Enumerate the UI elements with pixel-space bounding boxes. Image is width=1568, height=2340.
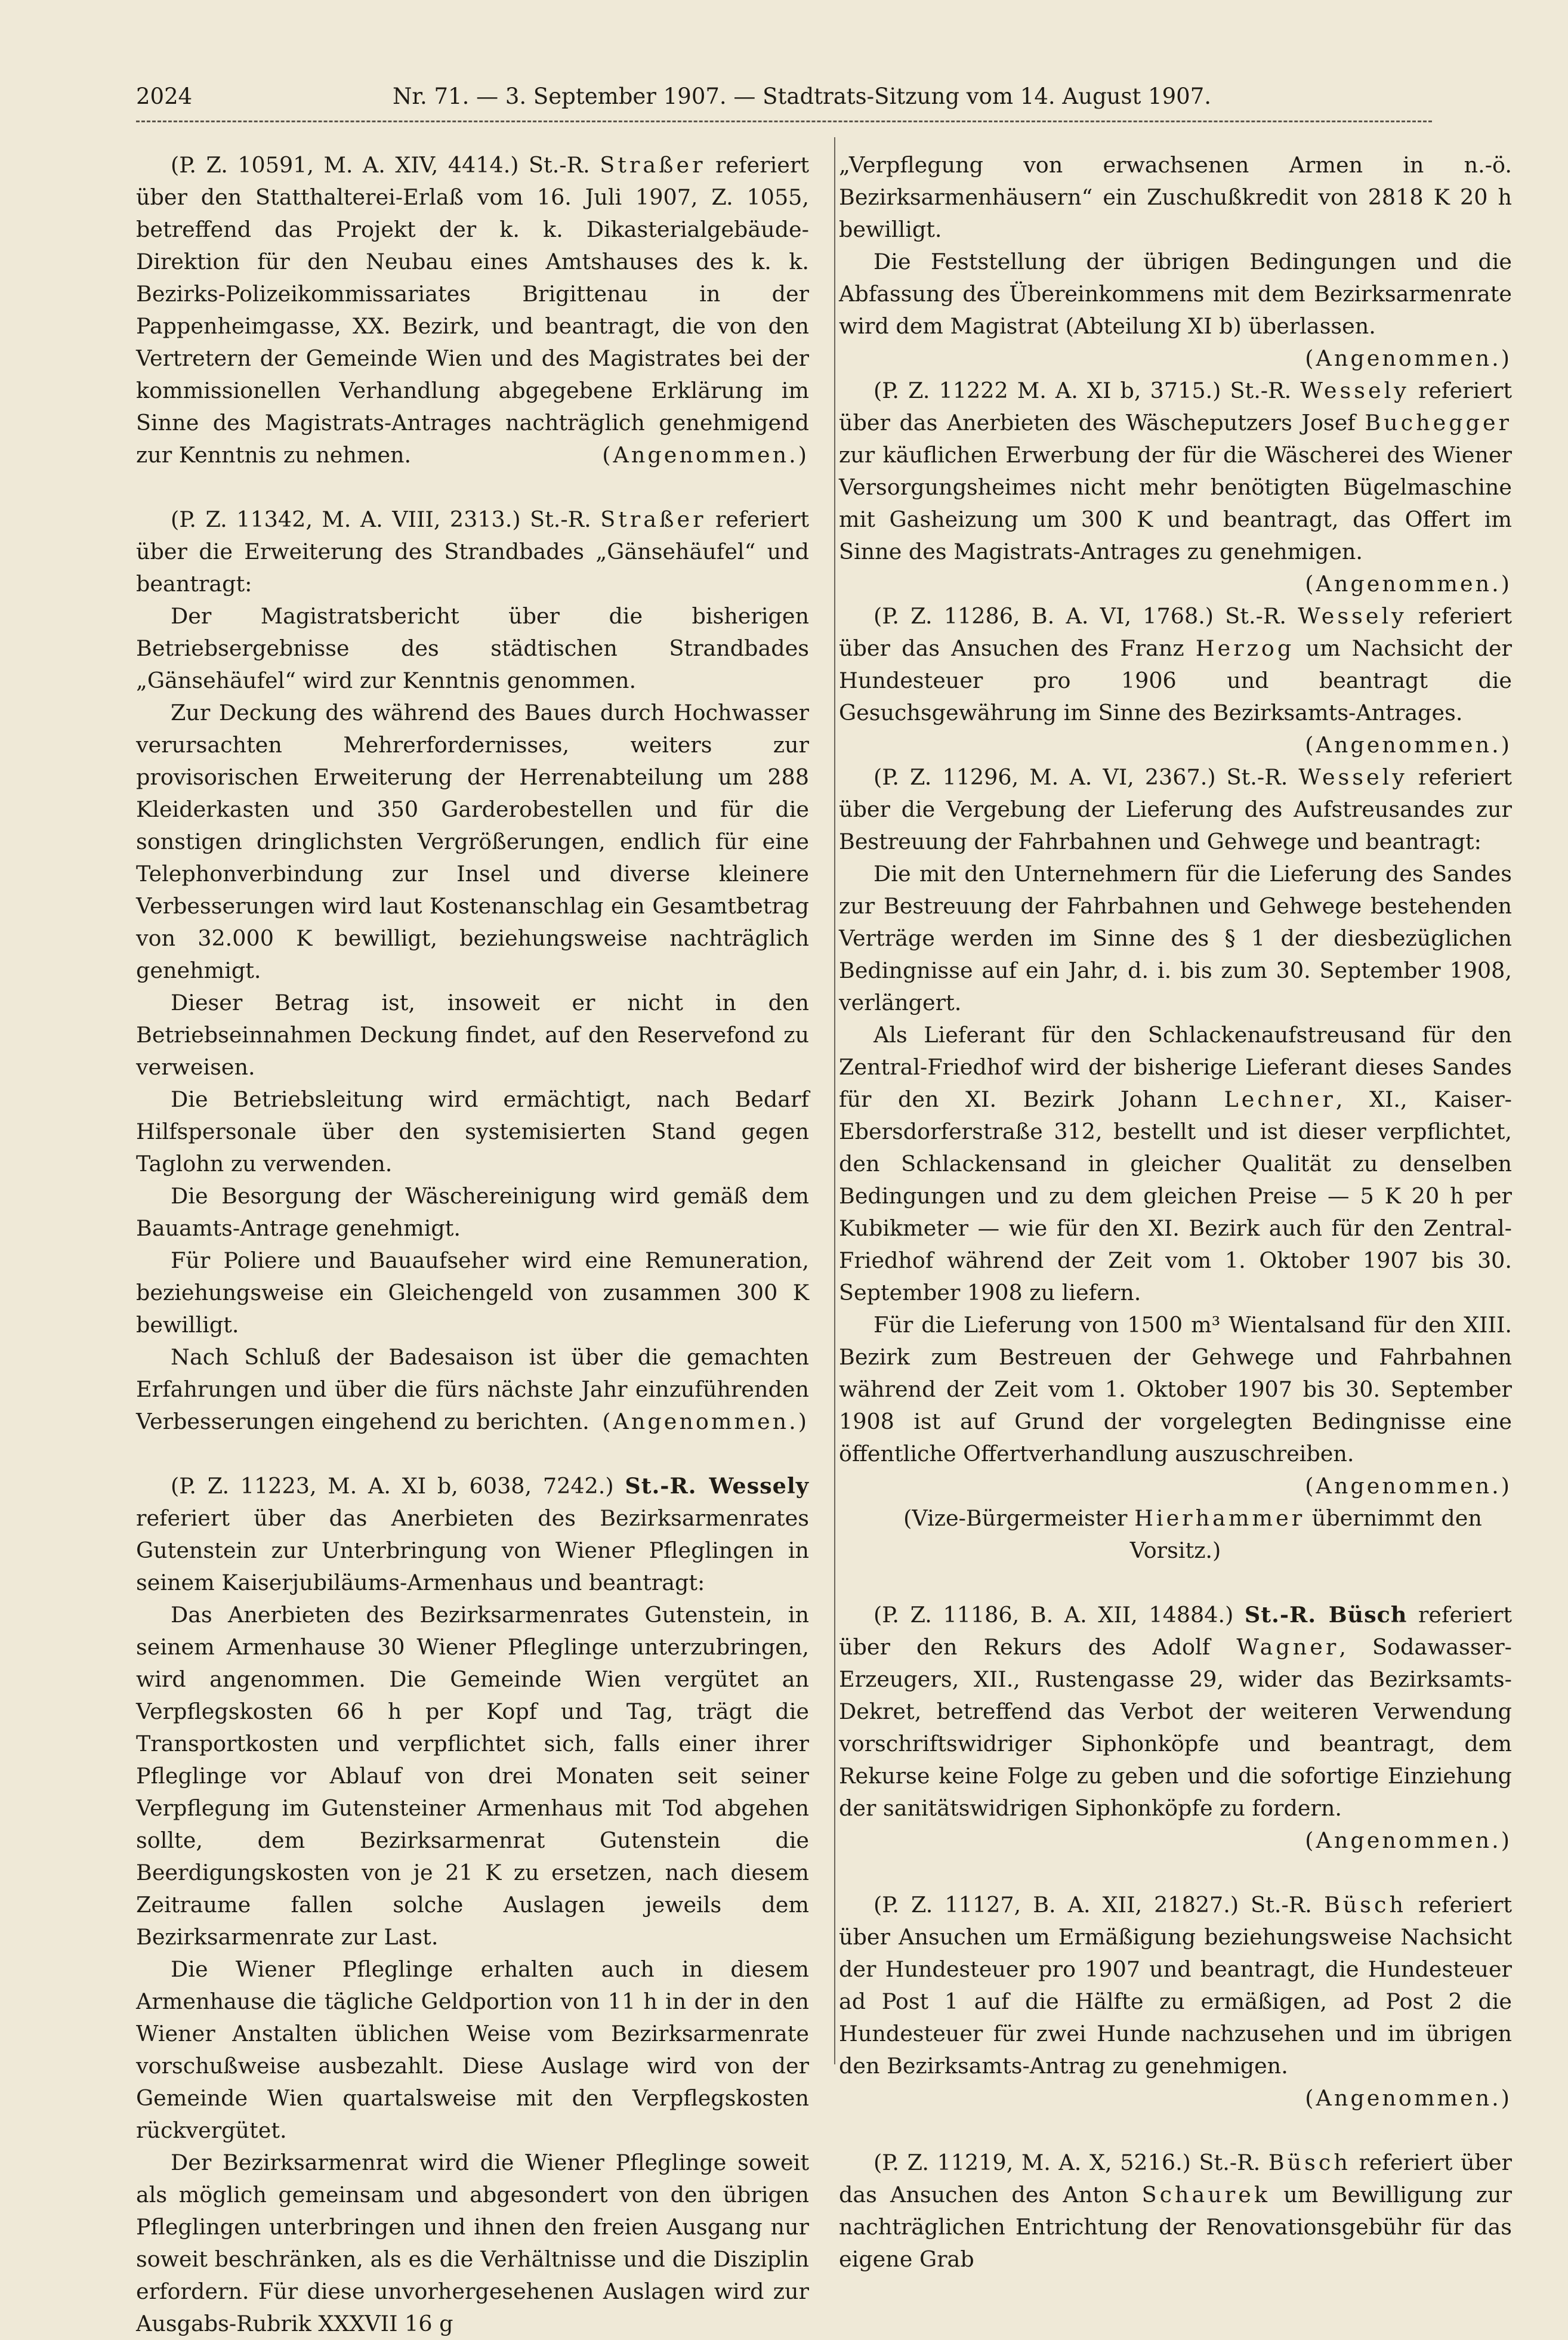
speaker-name: Straßer — [600, 507, 706, 532]
paragraph: Die mit den Unternehmern für die Lieferung des Sandes zur Bestreuung der Fahrbahnen und Gehwege bestehenden Verträge werden im Sinne des § 1 der diesbezüglichen Bedingnisse auf ein Jahr, d. i. bis zum 30. September 1908, verlängert. — [839, 861, 1512, 1015]
paragraph: Für die Lieferung von 1500 m³ Wientalsand für den XIII. Bezirk zum Bestreuen der Gehwege und Fahrbahnen während der Zeit vom 1. Oktober 1907 bis 30. September 1908 ist auf Grund der vorgelegten Bedingnisse eine öffentliche Offertverhandlung auszuschreiben. (Angenommen.) — [839, 1309, 1512, 1470]
paragraph: Die Feststellung der übrigen Bedingungen und die Abfassung des Übereinkommens mit dem Bezirksarmenrate wird dem Magistrat (Abteilung XI b) überlassen. (Angenommen.) — [839, 246, 1512, 342]
item-11127: (P. Z. 11127, B. A. XII, 21827.) St.-R. Büsch referiert über Ansuchen um Ermäßigung beziehungsweise Nachsicht der Hundesteuer pro 1907 und beantragt, die Hundesteuer ad Post 1 auf die Hälfte zu ermäßigen, ad Post 2 die Hundesteuer für zwei Hunde nachzusehen und im übrigen den Bezirksamts-Antrag zu genehmigen. — [839, 1892, 1513, 2079]
speaker-name: Wessely — [1298, 603, 1407, 629]
header-rule — [136, 121, 1432, 122]
spacer — [839, 1857, 1512, 1889]
page-number: 2024 — [136, 84, 193, 109]
right-column — [839, 149, 1512, 2276]
person-name: Schaurek — [1141, 2182, 1270, 2208]
spacer — [136, 471, 809, 504]
paragraph: Der Bezirksarmenrat wird die Wiener Pfleglinge soweit als möglich gemeinsam und abgesondert von den übrigen Pfleglingen unterbringen und ihnen den freien Ausgang nur soweit beschränken, als es die Verhältnisse und die Disziplin erfordern. Für diese unvorhergesehenen Auslagen wird zur Ausgabs-Rubrik XXXVII 16 g — [136, 2150, 809, 2336]
speaker-name: Wessely — [1300, 378, 1409, 403]
person-name: Hierhammer — [1134, 1505, 1305, 1531]
column-divider — [834, 137, 835, 2064]
speaker-name: Büsch — [1323, 1892, 1406, 1918]
paragraph: Als Lieferant für den Schlackenaufstreusand für den Zentral-Friedhof wird der bisherige Lieferant dieses Sandes für den XI. Bezirk Johann Lechner, XI., Kaiser-Ebersdorferstraße 312, bestellt und ist dieser verpflichtet, den Schlackensand in gleicher Qualität zu denselben Bedingungen und zu dem gleichen Preise — 5 K 20 h per Kubikmeter — wie für den XI. Bezirk auch für den Zentral-Friedhof während der Zeit vom 1. Oktober 1907 bis 30. September 1908 zu liefern. — [839, 1022, 1513, 1305]
person-name: Wagner — [1236, 1634, 1339, 1660]
result-note: (Angenommen.) — [1305, 571, 1512, 597]
paragraph: Der Magistratsbericht über die bisherigen Betriebsergebnisse des städtischen Strandbades „Gänsehäufel“ wird zur Kenntnis genommen. — [136, 603, 809, 693]
result-note: (Angenommen.) — [1305, 1827, 1512, 1853]
item-11219: (P. Z. 11219, M. A. X, 5216.) St.-R. Büsch referiert über das Ansuchen des Anton Schaurek um Bewilligung zur nachträglichen Entrichtung der Renovationsgebühr für das eigene Grab — [839, 2150, 1513, 2272]
spacer — [136, 1438, 809, 1470]
paragraph: Die Betriebsleitung wird ermächtigt, nach Bedarf Hilfspersonale über den systemisierten Stand gegen Taglohn zu verwenden. — [136, 1086, 809, 1177]
item-11296: (P. Z. 11296, M. A. VI, 2367.) St.-R. Wessely referiert über die Vergebung der Lieferung des Aufstreusandes zur Bestreuung der Fahrbahnen und Gehwege und beantragt: — [839, 764, 1512, 854]
paragraph: Das Anerbieten des Bezirksarmenrates Gutenstein, in seinem Armenhause 30 Wiener Pfleglinge unterzubringen, wird angenommen. Die Gemeinde Wien vergütet an Verpflegskosten 66 h per Kopf und Tag, trägt die Transportkosten und verpflichtet sich, falls einer ihrer Pfleglinge vor Ablauf von drei Monaten seit seiner Verpflegung im Gutensteiner Armenhaus mit Tod abgehen sollte, dem Bezirksarmenrat Gutenstein die Beerdigungskosten von je 21 K zu ersetzen, nach diesem Zeitraume fallen solche Auslagen jeweils dem Bezirksarmenrate zur Last. — [136, 1602, 809, 1950]
item-11223: (P. Z. 11223, M. A. XI b, 6038, 7242.) St.-R. Wessely referiert über das Anerbieten des Bezirksarmenrates Gutenstein zur Unterbringung von Wiener Pfleglingen in seinem Kaiserjubiläums-Armenhaus und beantragt: — [136, 1473, 809, 1595]
left-column — [136, 149, 809, 2340]
result-note: (Angenommen.) — [602, 442, 809, 468]
header-title: Nr. 71. — 3. September 1907. — Stadtrats-Sitzung vom 14. August 1907. — [392, 84, 1212, 109]
speaker-name: Wessely — [1298, 764, 1408, 790]
paragraph: Dieser Betrag ist, insoweit er nicht in den Betriebseinnahmen Deckung findet, auf den Reservefond zu verweisen. — [136, 990, 809, 1080]
chair-note: (Vize-Bürgermeister Hierhammer übernimmt den Vorsitz.) — [903, 1505, 1482, 1563]
speaker-name: Straßer — [600, 152, 706, 178]
item-11186: (P. Z. 11186, B. A. XII, 14884.) St.-R. Büsch referiert über den Rekurs des Adolf Wagner, Sodawasser-Erzeugers, XII., Rustengasse 29, wider das Bezirksamts-Dekret, betreffend das Verbot der weiteren Verwendung vorschriftswidriger Siphonköpfe und beantragt, dem Rekurse keine Folge zu geben und die sofortige Einziehung der sanitätswidrigen Siphonköpfe zu fordern. — [839, 1602, 1513, 1821]
paragraph: Für Poliere und Bauaufseher wird eine Remuneration, beziehungsweise ein Gleichengeld von zusammen 300 K bewilligt. — [136, 1248, 809, 1338]
result-note: (Angenommen.) — [1305, 1473, 1512, 1499]
running-header — [136, 79, 1432, 115]
item-11286: (P. Z. 11286, B. A. VI, 1768.) St.-R. Wessely referiert über das Ansuchen des Franz Herzog um Nachsicht der Hundesteuer pro 1906 und beantragt die Gesuchsgewährung im Sinne des Bezirksamts-Antrages. (Angenommen.) — [839, 600, 1512, 729]
item-11222: (P. Z. 11222 M. A. XI b, 3715.) St.-R. Wessely referiert über das Anerbieten des Wäscheputzers Josef Buchegger zur käuflichen Erwerbung der für die Wäscherei des Wiener Versorgungsheimes nicht mehr benötigten Bügelmaschine mit Gasheizung um 300 K und beantragt, das Offert im Sinne des Magistrats-Antrages zu genehmigen. (Angenommen.) — [839, 375, 1512, 568]
paragraph: Die Besorgung der Wäschereinigung wird gemäß dem Bauamts-Antrage genehmigt. — [136, 1183, 809, 1241]
result-note: (Angenommen.) — [1305, 2085, 1512, 2111]
paragraph: Zur Deckung des während des Baues durch Hochwasser verursachten Mehrerfordernisses, weiters zur provisorischen Erweiterung der Herrenabteilung um 288 Kleiderkasten und 350 Garderobestellen und für die sonstigen dringlichsten Vergrößerungen, endlich für eine Telephonverbindung zur Insel und diverse kleinere Verbesserungen wird laut Kostenanschlag ein Gesamtbetrag von 32.000 K bewilligt, beziehungsweise nachträglich genehmigt. — [136, 700, 809, 983]
speaker-name: St.-R. Büsch — [1244, 1602, 1408, 1628]
person-name: Buchegger — [1365, 410, 1513, 436]
person-name: Lechner — [1224, 1086, 1336, 1112]
item-11342: (P. Z. 11342, M. A. VIII, 2313.) St.-R. Straßer referiert über die Erweiterung des Strandbades „Gänsehäufel“ und beantragt: — [136, 507, 809, 597]
person-name: Herzog — [1195, 635, 1295, 661]
result-note: (Angenommen.) — [1305, 732, 1512, 758]
result-note: (Angenommen.) — [1305, 345, 1512, 371]
result-note: (Angenommen.) — [602, 1409, 809, 1434]
paragraph: Die Wiener Pfleglinge erhalten auch in diesem Armenhause die tägliche Geldportion von 11 h in der in den Wiener Anstalten üblichen Weise vom Bezirksarmenrate vorschußweise ausbezahlt. Diese Auslage wird von der Gemeinde Wien quartalsweise mit den Verpflegskosten rückvergütet. — [136, 1956, 809, 2143]
speaker-name: St.-R. Wessely — [625, 1473, 809, 1499]
paragraph: „Verpflegung von erwachsenen Armen in n.-ö. Bezirksarmenhäusern“ ein Zuschußkredit von 2818 K 20 h bewilligt. — [839, 152, 1512, 242]
spacer — [839, 1567, 1512, 1599]
speaker-name: Büsch — [1268, 2150, 1351, 2175]
spacer — [839, 2114, 1512, 2147]
item-10591: (P. Z. 10591, M. A. XIV, 4414.) St.-R. Straßer referiert über den Statthalterei-Erlaß vom 16. Juli 1907, Z. 1055, betreffend das Projekt der k. k. Dikasterialgebäude-Direktion für den Neubau eines Amtshauses des k. k. Bezirks-Polizeikommissariates Brigittenau in der Pappenheimgasse, XX. Bezirk, und beantragt, die von den Vertretern der Gemeinde Wien und des Magistrates bei der kommissionellen Verhandlung abgegebene Erklärung im Sinne des Magistrats-Antrages nachträglich genehmigend zur Kenntnis zu nehmen. (Angenommen.) — [136, 149, 809, 471]
paragraph: Nach Schluß der Badesaison ist über die gemachten Erfahrungen und über die fürs nächste Jahr einzuführenden Verbesserungen eingehend zu berichten. (Angenommen.) — [136, 1341, 809, 1438]
